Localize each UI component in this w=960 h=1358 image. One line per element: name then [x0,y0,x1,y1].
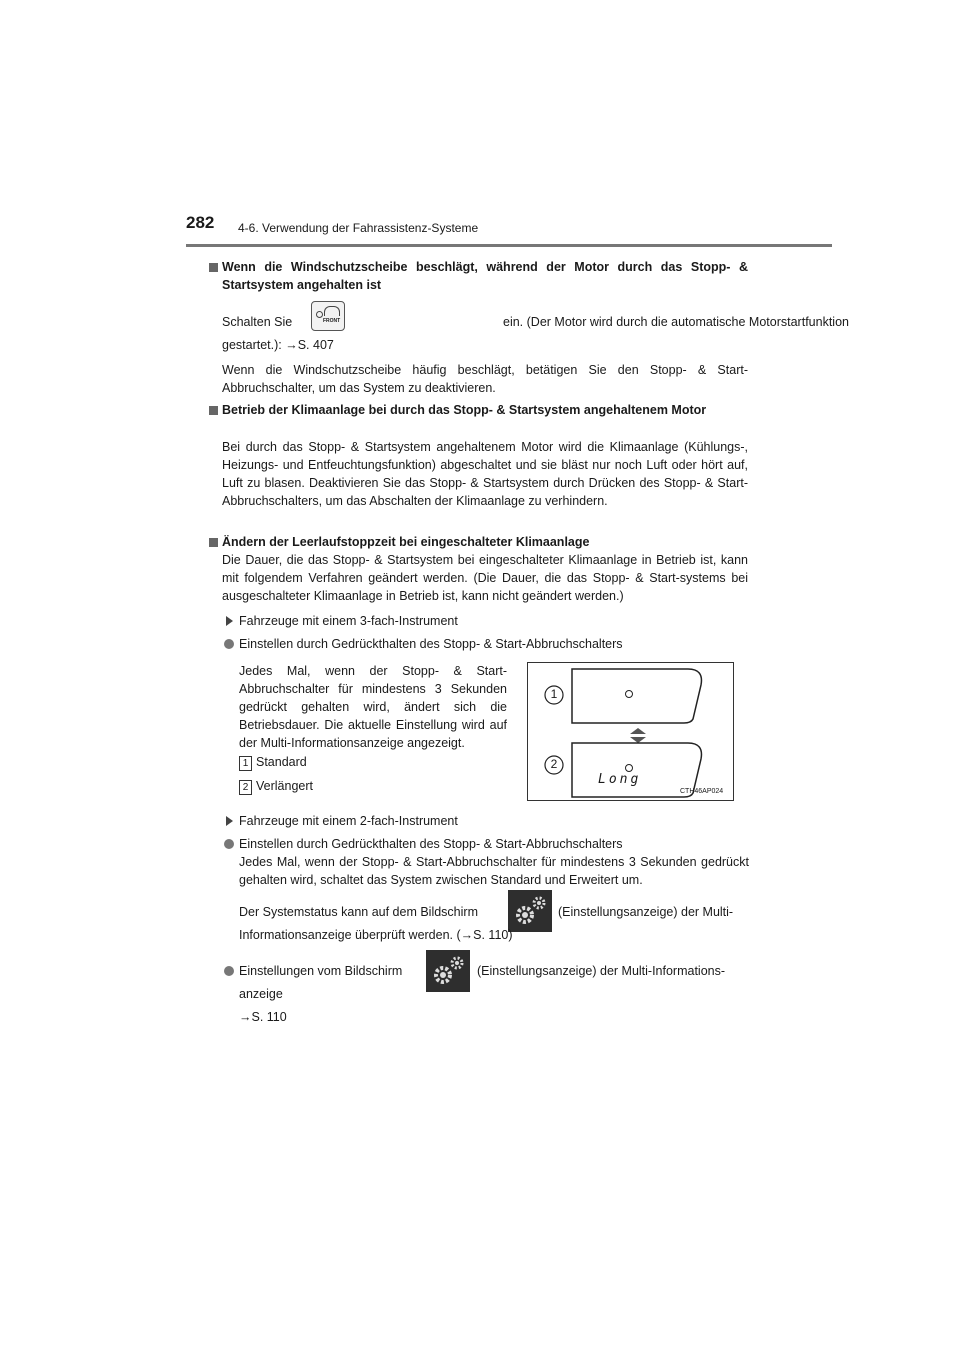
section-marker [209,263,218,272]
callout-number-1: 1 [239,756,252,771]
item-standard: Standard [256,755,307,769]
arrow-marker-icon [226,816,233,826]
fog-text-line2: gestartet.): →S. 407 [222,338,334,352]
figure-code: CTH46AP024 [680,788,724,795]
section-marker [209,538,218,547]
section-heading-idle: Ändern der Leerlaufstoppzeit bei eingeschalteter Klimaanlage [222,535,590,549]
page-reference: →S. 110 [239,1010,287,1024]
section-marker [209,406,218,415]
two-gauge-bullet1: Einstellen durch Gedrückthalten des Stopp- & Start-Abbruchschalters [239,837,623,851]
item-extended: Verlängert [256,779,313,793]
idle-para: Die Dauer, die das Stopp- & Startsystem bei eingeschalteter Klimaanlage in Betrieb ist, kann mit folgendem Verfahren geändert werden. (Die Dauer, die das Stopp- & Start-systems bei ausgeschalteter Klimaanlage in Betrieb ist, kann nicht geändert werden.) [222,553,748,603]
display-standard [572,669,701,723]
status-text-after: (Einstellungsanzeige) der Multi- [558,905,734,919]
two-gauge-para: Jedes Mal, wenn der Stopp- & Start-Abbruchschalter für mindestens 3 Sekunden gedrückt gehalten wird, schaltet das System zwischen Standard und Erweitert um. [239,855,749,887]
display-illustration [527,662,734,801]
bullet2-text-before: Einstellungen vom Bildschirm [239,964,403,978]
three-gauge-bullet: Einstellen durch Gedrückthalten des Stopp- & Start-Abbruchschalters [239,637,623,651]
fog-text-after: ein. (Der Motor wird durch die automatische Motorstartfunktion [503,315,849,329]
bullet-dot [224,839,234,849]
fig-callout-2: 2 [550,757,558,771]
ac-para: Bei durch das Stopp- & Startsystem angehaltenem Motor wird die Klimaanlage (Kühlungs-, Heizungs- und Entfeuchtungsfunktion) abgeschaltet und sie bläst nur noch Luft oder hört auf, Luft zu blasen. Deaktivieren Sie das Stopp- & Startsystem durch Drücken des Stopp- & Start-Abbruchschalters, um das Abschalten der Klimaanlage zu verhindern. [222,440,748,508]
front-defroster-switch-icon [311,301,345,331]
chapter-title: 4-6. Verwendung der Fahrassistenz-Systeme [238,221,479,235]
bullet-dot [224,966,234,976]
section-heading-fog: Wenn die Windschutzscheibe beschlägt, während der Motor durch das Stopp- & Startsystem angehalten ist [222,260,748,292]
fog-para2: Wenn die Windschutzscheibe häufig beschlägt, betätigen Sie den Stopp- & Start-Abbruchschalter, um das System zu deaktivieren. [222,363,748,395]
page-number: 282 [186,213,215,232]
callout-number-2: 2 [239,780,252,795]
fog-text-line1 [222,313,849,331]
windshield-icon [324,306,340,316]
bullet-dot [224,639,234,649]
two-gauge-label: Fahrzeuge mit einem 2-fach-Instrument [239,814,458,828]
front-label: FRONT [323,318,341,324]
status-text-before: Der Systemstatus kann auf dem Bildschirm [239,905,478,919]
header-rule [186,244,832,247]
toggle-arrow-icon [630,728,646,743]
three-gauge-para: Jedes Mal, wenn der Stopp- & Start-Abbruchschalter für mindestens 3 Sekunden gedrückt gehalten wird, ändert sich die Betriebsdauer. Die aktuelle Einstellung wird auf der Multi-Informationsanzeige angezeigt. [239,664,507,750]
three-gauge-label: Fahrzeuge mit einem 3-fach-Instrument [239,614,458,628]
section-heading-ac: Betrieb der Klimaanlage bei durch das Stopp- & Startsystem angehaltenem Motor [222,403,707,417]
bullet2-text-line2: anzeige [239,987,283,1001]
fig-callout-1: 1 [550,687,558,701]
bullet2-text-after: (Einstellungsanzeige) der Multi-Informations- [477,964,726,978]
long-display-text: Long [598,772,642,787]
indicator-lamp-icon [316,311,323,318]
status-text-line2: Informationsanzeige überprüft werden. (→S. 110) [239,928,513,942]
fog-text-before: Schalten Sie [222,315,293,329]
arrow-marker-icon [226,616,233,626]
